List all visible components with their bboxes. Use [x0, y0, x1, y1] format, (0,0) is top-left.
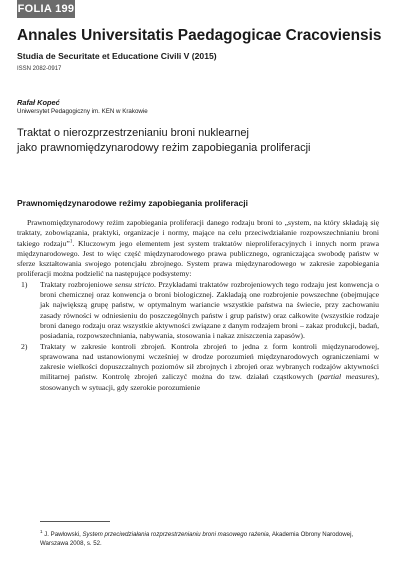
footnote [40, 527, 370, 548]
list-item-text: Traktaty rozbrojeniowe [40, 279, 115, 289]
footnote-number: 1 [40, 529, 43, 534]
list-item-emphasis: sensu stricto [114, 279, 155, 289]
article-title-line-1: Traktat o nierozprzestrzenianiu broni nuklearnej [17, 127, 249, 139]
author-name: Rafał Kopeć [17, 98, 60, 107]
section-heading: Prawnomiędzynarodowe reżimy zapobiegania proliferacji [17, 198, 248, 208]
list-item-text: ), stosowanych w sytuacji, gdy szerokie porozumienie [40, 372, 379, 392]
paragraph-text: . Kluczowym jego elementem jest system traktatów nieproliferacyjnych i innych norm prawa międzynarodowego. Jest to więc część międzynarodowego prawa publicznego, ograniczająca swobodę państw w sferze kształtowania swojego potencjału zbrojnego. System prawa międzynarodowego w zakresie zapobiegania proliferacji można podzielić na następujące podsystemy: [17, 238, 379, 279]
list-item-text: . Przykładami traktatów rozbrojeniowych tego rodzaju jest konwencja o broni chemicznej oraz konwencja o broni biologicznej. Zakładają one rozbrojenie powszechne (obejmujące jak największą grupę państw, w optymalnym wariancie wszystkie państwa na świecie, przy zachowaniu zasady równości w odniesieniu do poszczególnych państw i grup państw) oraz całkowite (wszystkie rodzaje broni danego rodzaju oraz wszystkie aktywności związane z danym rodzajem broni – zakaz produkcji, badań, posiadania, rozpowszechniania, nabywania, stosowania i nakaz zniszczenia zapasów). [40, 279, 380, 341]
footnote-text: , Akademia Obrony Narodowej, Warszawa 2008, s. 52. [40, 531, 354, 548]
author-affiliation: Uniwersytet Pedagogiczny im. KEN w Krakowie [17, 108, 148, 115]
article-title [17, 126, 310, 155]
article-title-line-2: jako prawnomiędzynarodowy reżim zapobiegania proliferacji [17, 141, 311, 154]
folia-badge: FOLIA 199 [17, 0, 75, 18]
list-item-number: 1) [21, 279, 28, 289]
subsystem-list [17, 280, 379, 393]
journal-title: Annales Universitatis Paedagogicae Cracoviensis [17, 27, 382, 44]
list-item-number: 2) [21, 341, 28, 351]
article-body [17, 218, 379, 393]
journal-series: Studia de Securitate et Educatione Civili V (2015) [17, 51, 217, 61]
list-item-emphasis: partial measures [320, 372, 375, 382]
footnote-text: J. Pawłowski, [44, 531, 83, 539]
list-item [17, 280, 379, 342]
list-item-text: Traktaty w zakresie kontroli zbrojeń. Kontrola zbrojeń to jedna z form kontroli międzynarodowej, sprawowana nad ustanowionymi wcześniej w drodze porozumień międzynarodowych ograniczeniami w zakresie wielkości dopuszczalnych poziomów sił zbrojnych i zbrojeń oraz wybranych rodzajów aktywności militarnej państw. Kontrolę zbrojeń zaliczyć można do tzw. działań cząstkowych ( [40, 341, 379, 382]
footnote-title: System przeciwdziałania rozprzestrzenianiu broni masowego rażenia [82, 531, 269, 539]
paragraph-text: Prawnomiędzynarodowy reżim zapobiegania proliferacji danego rodzaju broni to „system, na który składają się traktaty, zobowiązania, praktyki, organizacje i normy, mające na celu przeciwdziałanie rozpowszechnianiu broni takiego rodzaju” [17, 218, 379, 248]
paragraph [17, 218, 379, 280]
footnote-ref[interactable]: 1 [69, 239, 73, 245]
issn: ISSN 2082-0917 [17, 66, 62, 72]
list-item [17, 342, 379, 393]
footnote-divider [40, 521, 110, 522]
